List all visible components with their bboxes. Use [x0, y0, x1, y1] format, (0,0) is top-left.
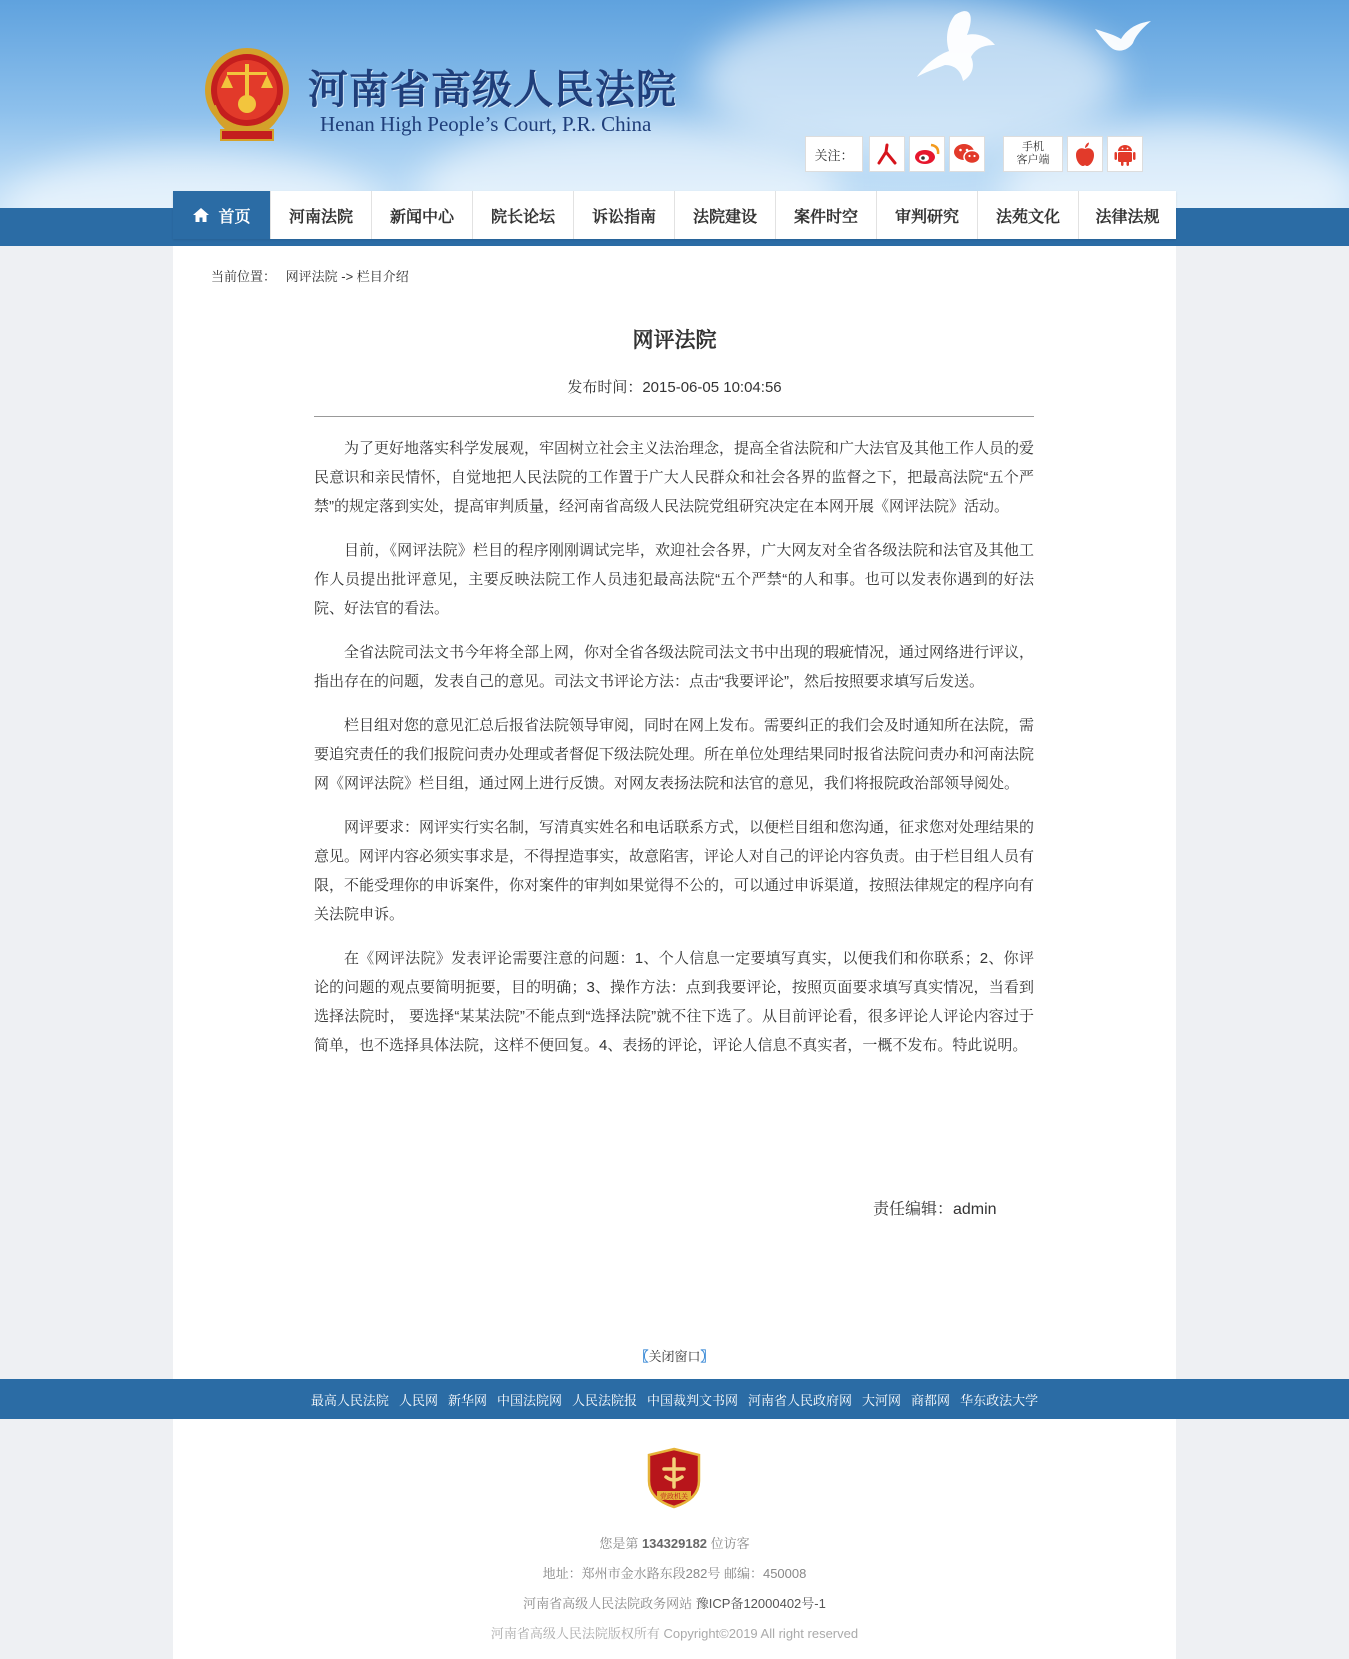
footer-site-info	[173, 1593, 1176, 1612]
visitor-suffix: 位访客	[710, 1536, 750, 1551]
close-window-label: 关闭窗口	[648, 1349, 701, 1364]
nav-item-case-space[interactable]: 案件时空	[776, 191, 877, 239]
people-daily-link[interactable]	[869, 136, 905, 172]
bracket-left-icon: 〖	[635, 1349, 649, 1364]
site-title-cn: 河南省高级人民法院	[308, 66, 677, 113]
article-publish-time: 发布时间：2015-06-05 10:04:56	[567, 379, 782, 396]
article-paragraph: 网评要求：网评实行实名制，写清真实姓名和电话联系方式，以便栏目组和您沟通，征求您对处理结果的意见。网评内容必须实事求是，不得捏造事实，故意陷害，评论人对自己的评论内容负责。由于栏目组人员有限，不能受理你的申诉案件，你对案件的审判如果觉得不公的，可以通过申诉渠道，按照法律规定的程序向有关法院申诉。	[314, 819, 1035, 923]
nav-item-court-culture[interactable]: 法苑文化	[978, 191, 1079, 239]
footer-link-people[interactable]: 人民网	[398, 1392, 438, 1408]
wechat-icon	[953, 142, 981, 166]
footer-link-chinacourt[interactable]: 中国法院网	[496, 1392, 562, 1408]
nav-item-henan-courts[interactable]: 河南法院	[271, 191, 372, 239]
mobile-label-1: 手机	[1022, 141, 1044, 153]
nav-item-litigation-guide[interactable]: 诉讼指南	[574, 191, 675, 239]
mobile-label-2: 客户端	[1016, 154, 1050, 166]
article-paragraph: 栏目组对您的意见汇总后报省法院领导审阅，同时在网上发布。需要纠正的我们会及时通知所在法院，需要追究责任的我们报院问责办处理或者督促下级法院处理。所在单位处理结果同时报省法院问责办和河南法院网《网评法院》栏目组，通过网上进行反馈。对网友表扬法院和法官的意见，我们将报院政治部领导阅处。	[314, 717, 1035, 792]
footer-link-supreme-court[interactable]: 最高人民法院	[310, 1392, 389, 1408]
wechat-link[interactable]	[949, 136, 985, 172]
home-icon	[192, 207, 210, 223]
site-footer	[173, 1419, 1176, 1659]
footer-link-xinhua[interactable]: 新华网	[447, 1392, 487, 1408]
article-title: 网评法院	[632, 329, 717, 352]
weibo-link[interactable]	[909, 136, 945, 172]
apple-app-link[interactable]	[1067, 136, 1103, 172]
follow-label: 关注：	[805, 136, 863, 172]
article-body	[314, 434, 1034, 1075]
visitor-prefix: 您是第	[599, 1536, 639, 1551]
nav-item-label: 首页	[218, 208, 251, 226]
dove-small-image	[1093, 15, 1153, 55]
visitor-counter	[173, 1533, 1176, 1552]
footer-link-shangdu[interactable]: 商都网	[911, 1392, 951, 1408]
mobile-client-link[interactable]	[1003, 136, 1063, 172]
nav-item-court-building[interactable]: 法院建设	[675, 191, 776, 239]
nav-item-news-center[interactable]: 新闻中心	[372, 191, 473, 239]
breadcrumb	[211, 266, 415, 285]
footer-address: 地址：郑州市金水路东段282号 邮编：450008	[542, 1566, 807, 1581]
weibo-icon	[913, 142, 941, 166]
footer-link-dahe[interactable]: 大河网	[862, 1392, 902, 1408]
footer-copyright: 河南省高级人民法院版权所有 Copyright©2019 All right reserved	[490, 1626, 859, 1641]
people-daily-icon	[875, 142, 899, 166]
nav-item-laws[interactable]: 法律法规	[1095, 208, 1160, 226]
footer-link-court-daily[interactable]: 人民法院报	[571, 1392, 637, 1408]
court-emblem-logo	[203, 46, 291, 144]
article-container	[173, 246, 1176, 1379]
article-paragraph: 全省法院司法文书今年将全部上网，你对全省各级法院司法文书中出现的瑕疵情况，通过网络进行评议，指出存在的问题，发表自己的意见。司法文书评论方法：点击“我要评论”，然后按照要求填写后发送。	[314, 644, 1035, 690]
bracket-right-icon: 〗	[700, 1349, 714, 1364]
footer-link-ecupl[interactable]: 华东政法大学	[960, 1392, 1039, 1408]
article-editor: 责任编辑：admin	[873, 1201, 997, 1218]
footer-link-judgments[interactable]: 中国裁判文书网	[647, 1392, 739, 1408]
nav-item-president-forum[interactable]: 院长论坛	[473, 191, 574, 239]
title-divider	[314, 416, 1034, 417]
friend-links-bar	[0, 1379, 1349, 1419]
breadcrumb-path[interactable]: 网评法院 -> 栏目介绍	[285, 269, 409, 284]
breadcrumb-label: 当前位置：	[211, 269, 277, 284]
visitor-count: 134329182	[641, 1536, 708, 1551]
nav-item-trial-research[interactable]: 审判研究	[877, 191, 978, 239]
dove-image	[915, 5, 1000, 85]
site-title-en: Henan High People’s Court, P.R. China	[320, 112, 652, 136]
article-paragraph: 在《网评法院》发表评论需要注意的问题：1、个人信息一定要填写真实，以便我们和你联系；2、你评论的问题的观点要简明扼要，目的明确；3、操作方法：点到我要评论，按照页面要求填写真实情况，当看到选择法院时， 要选择“某某法院”不能点到“选择法院”就不往下选了。从目前评论看，很多评论人评论内容过于简单，也不选择具体法院，这样不便回复。4、表扬的评论，评论人信息不真实者，一概不发布。特此说明。	[314, 950, 1034, 1054]
article-paragraph: 目前，《网评法院》栏目的程序刚刚调试完毕，欢迎社会各界，广大网友对全省各级法院和法官及其他工作人员提出批评意见，主要反映法院工作人员违犯最高法院“五个严禁“的人和事。也可以发表你遇到的好法院、好法官的看法。	[314, 542, 1034, 617]
footer-site-name: 河南省高级人民法院政务网站	[523, 1596, 693, 1611]
apple-icon	[1073, 141, 1097, 167]
footer-link-henan-gov[interactable]: 河南省人民政府网	[748, 1392, 853, 1408]
android-icon	[1113, 141, 1137, 167]
party-government-badge-icon[interactable]	[647, 1447, 701, 1509]
badge-text: 党政机关	[660, 1492, 688, 1501]
article-paragraph: 为了更好地落实科学发展观，牢固树立社会主义法治理念，提高全省法院和广大法官及其他工作人员的爱民意识和亲民情怀，自觉地把人民法院的工作置于广大人民群众和社会各界的监督之下，把最高法院“五个严禁”的规定落到实处，提高审判质量，经河南省高级人民法院党组研究决定在本网开展《网评法院》活动。	[314, 440, 1035, 515]
android-app-link[interactable]	[1107, 136, 1143, 172]
footer-icp-link[interactable]: 豫ICP备12000402号-1	[695, 1596, 826, 1611]
close-window-link[interactable]	[173, 1346, 1176, 1365]
main-nav	[173, 191, 1176, 239]
nav-item-home[interactable]	[173, 191, 271, 239]
